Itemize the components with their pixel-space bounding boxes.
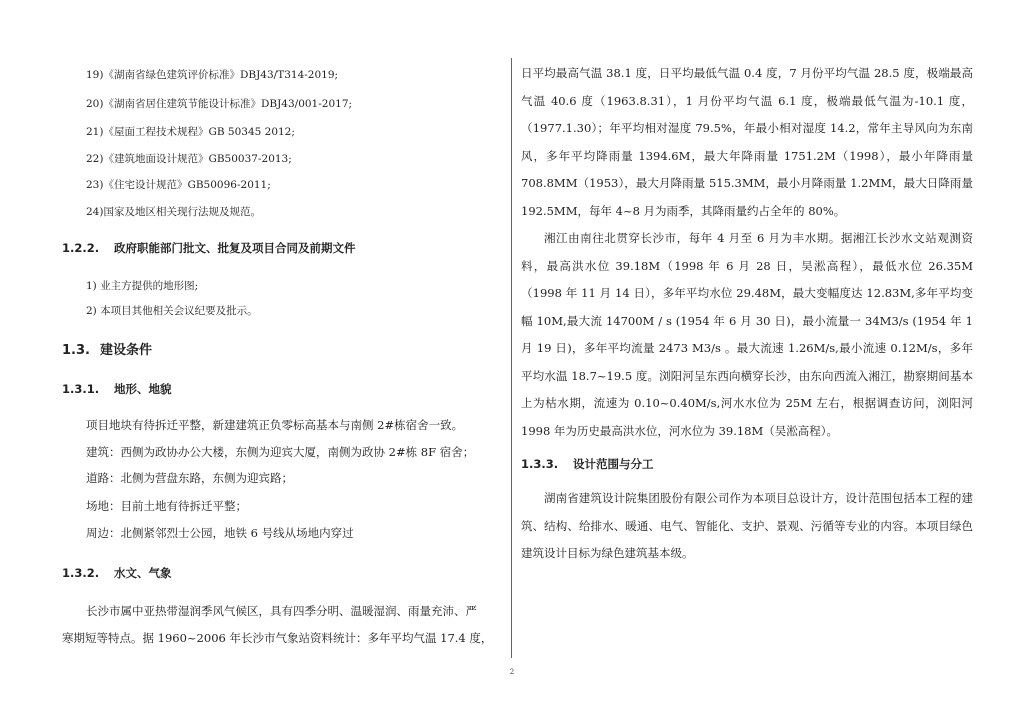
heading-1-2-2 bbox=[62, 241, 356, 255]
heading-number: 1.3. bbox=[62, 343, 90, 358]
scope-paragraph: 湖南省建筑设计院集团股份有限公司作为本项目总设计方，设计范围包括本工程的建筑、结构、给排水、暖通、电气、智能化、支护、景观、污循等专业的内容。本项目绿色建筑设计目标为绿色建筑基本级。 bbox=[521, 491, 973, 560]
climate-continuation: 日平均最高气温 38.1 度，日平均最低气温 0.4 度，7 月份平均气温 28.5 度，极端最高气温 40.6 度（1963.8.31），1 月份平均气温 6.1 度，极端最低气温为-10.1 度，（1977.1.30）；年平均相对湿度 79.5%，年最小相对湿度 14.2，常年主导风向为东南风，多年平均降雨量 1394.6M，最大年降雨量 1751.2M（1998），最小年降雨量 708.8MM（1953），最大月降雨量 515.3MM，最小月降雨量 1.2MM，最大日降雨量 192.5MM，每年 4~8 月为雨季，其降雨量约占全年的 80%。 bbox=[521, 66, 973, 218]
ref-23: 23)《住宅设计规范》GB50096-2011; bbox=[86, 179, 271, 191]
heading-1-3-2 bbox=[62, 566, 172, 580]
heading-title: 水文、气象 bbox=[114, 566, 172, 580]
heading-number: 1.3.3. bbox=[521, 457, 559, 471]
terrain-line-4: 场地：目前土地有待拆迁平整； bbox=[86, 499, 247, 513]
heading-1-3 bbox=[62, 344, 152, 358]
heading-1-3-1 bbox=[62, 382, 172, 396]
heading-number: 1.2.2. bbox=[62, 241, 100, 255]
ref-20: 20)《湖南省居住建筑节能设计标准》DBJ43/001-2017; bbox=[86, 98, 353, 110]
ref-22: 22)《建筑地面设计规范》GB50037-2013; bbox=[86, 153, 292, 165]
terrain-line-1: 项目地块有待拆迁平整，新建建筑正负零标高基本与南侧 2#栋宿舍一致。 bbox=[86, 418, 464, 432]
heading-title: 地形、地貌 bbox=[114, 382, 172, 396]
ref-19: 19)《湖南省绿色建筑评价标准》DBJ43/T314-2019; bbox=[86, 69, 339, 81]
heading-number: 1.3.2. bbox=[62, 566, 100, 580]
heading-title: 建设条件 bbox=[100, 343, 153, 358]
doc-item-1: 1) 业主方提供的地形图; bbox=[86, 280, 199, 292]
ref-24: 24)国家及地区相关现行法规及规范。 bbox=[86, 206, 261, 218]
climate-line-2: 寒期短等特点。据 1960~2006 年长沙市气象站资料统计：多年平均气温 17.4 度， bbox=[62, 631, 493, 645]
heading-number: 1.3.1. bbox=[62, 382, 100, 396]
page-number: 2 bbox=[509, 668, 515, 676]
climate-line-1: 长沙市属中亚热带湿润季风气候区，具有四季分明、温暖湿润、雨量充沛、严 bbox=[86, 604, 477, 618]
heading-title: 设计范围与分工 bbox=[573, 457, 654, 471]
heading-title: 政府职能部门批文、批复及项目合同及前期文件 bbox=[114, 241, 356, 255]
ref-21: 21)《屋面工程技术规程》GB 50345 2012; bbox=[86, 126, 295, 138]
heading-1-3-3 bbox=[521, 457, 654, 471]
doc-item-2: 2) 本项目其他相关会议纪要及批示。 bbox=[86, 305, 258, 317]
terrain-line-2: 建筑：西侧为政协办公大楼，东侧为迎宾大厦，南侧为政协 2#栋 8F 宿舍； bbox=[86, 445, 475, 459]
hydrology-paragraph: 湘江由南往北贯穿长沙市，每年 4 月至 6 月为丰水期。据湘江长沙水文站观测资料，最高洪水位 39.18M（1998 年 6 月 28 日，吴淞高程），最低水位 26.35M（1998 年 11 月 14 日），多年平均水位 29.48M，最大变幅度达 12.83M,多年平均变幅 10M,最大流 14700M / s (1954 年 6 月 30 日)，最小流量一 34M3/s (1954 年 1 月 19 日)，多年平均流量 2473 M3/s 。最大流速 1.26M/s,最小流速 0.12M/s，多年平均水温 18.7~19.5 度。浏阳河呈东西向横穿长沙，由东向西流入湘江，勘察期间基本上为枯水期，流速为 0.10~0.40M/s,河水水位为 25M 左右，根据调查访问，浏阳河 1998 年为历史最高洪水位，河水位为 39.18M（吴淞高程）。 bbox=[521, 231, 973, 438]
terrain-line-3: 道路：北侧为营盘东路，东侧为迎宾路； bbox=[86, 471, 293, 485]
column-divider bbox=[511, 58, 512, 658]
terrain-line-5: 周边：北侧紧邻烈士公园，地铁 6 号线从场地内穿过 bbox=[86, 526, 354, 540]
